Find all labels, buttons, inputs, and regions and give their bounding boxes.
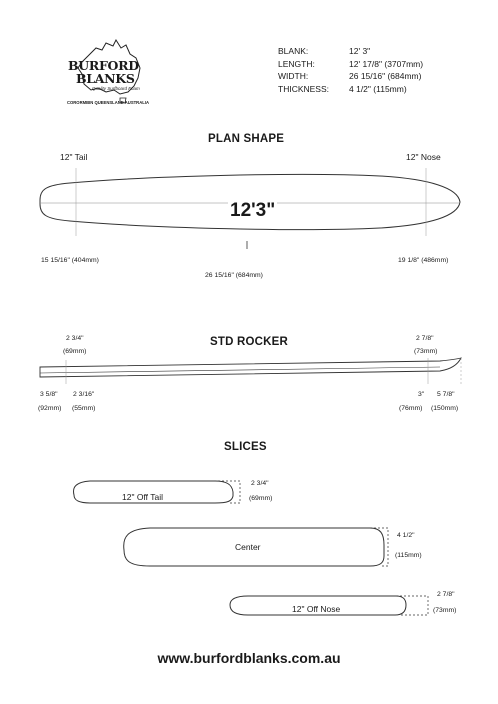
rocker-top-right-in: 2 7/8" — [416, 335, 434, 342]
rocker-top-left-mm: (69mm) — [63, 348, 87, 355]
rocker-heading: STD ROCKER — [210, 336, 289, 348]
rocker-bottom-1-mm: (92mm) — [38, 405, 62, 412]
plan-shape-heading: PLAN SHAPE — [208, 133, 285, 145]
slice-tail-label: 12" Off Tail — [122, 492, 163, 502]
rocker-bottom-2-in: 2 3/16" — [73, 391, 95, 398]
slice-nose-label: 12" Off Nose — [292, 604, 341, 614]
slice-center-mm: (115mm) — [395, 552, 422, 559]
spec-value: 26 15/16" (684mm) — [349, 71, 422, 81]
rocker-bottom-1-in: 3 5/8" — [40, 391, 58, 398]
spec-value: 12' 17/8" (3707mm) — [349, 58, 424, 69]
rocker-bottom-3-in: 3" — [418, 391, 425, 398]
plan-center-width: 26 15/16" (684mm) — [205, 272, 263, 279]
rocker-bottom-3-mm: (76mm) — [399, 405, 423, 412]
website-link[interactable]: www.burfordblanks.com.au — [157, 650, 341, 666]
logo-line1: BURFORD — [68, 58, 139, 73]
slice-nose-in: 2 7/8" — [437, 591, 455, 598]
slice-tail-in: 2 3/4" — [251, 480, 269, 487]
rocker-bottom-4-mm: (150mm) — [431, 405, 459, 412]
slices-heading: SLICES — [224, 441, 267, 453]
spec-key: LENGTH: — [278, 58, 315, 69]
plan-center-label: 12'3" — [230, 200, 276, 221]
spec-key: WIDTH: — [278, 71, 309, 81]
rocker-top-right-mm: (73mm) — [414, 348, 438, 355]
plan-nose-width: 19 1/8" (486mm) — [398, 257, 449, 264]
rocker-bottom-2-mm: (55mm) — [72, 405, 96, 412]
slice-nose-mm: (73mm) — [433, 607, 457, 614]
logo-location: CORORMBIN QUEENSLAND AUSTRALIA — [67, 100, 149, 105]
spec-value: 12' 3" — [349, 46, 371, 56]
plan-tail-label: 12" Tail — [60, 152, 88, 162]
spec-value: 4 1/2" (115mm) — [349, 83, 407, 94]
rocker-bottom-4-in: 5 7/8" — [437, 391, 455, 398]
plan-nose-label: 12" Nose — [406, 152, 441, 162]
rocker-top-left-in: 2 3/4" — [66, 335, 84, 342]
slice-center-in: 4 1/2" — [397, 532, 415, 539]
logo-tagline: Quality Surfboard Foam — [92, 86, 140, 91]
logo-line2: BLANKS — [76, 71, 135, 86]
plan-tail-width: 15 15/16" (404mm) — [41, 257, 99, 264]
slice-tail-mm: (69mm) — [249, 495, 273, 502]
spec-key: THICKNESS: — [278, 83, 330, 94]
spec-key: BLANK: — [278, 46, 309, 56]
slice-center-label: Center — [235, 542, 261, 552]
